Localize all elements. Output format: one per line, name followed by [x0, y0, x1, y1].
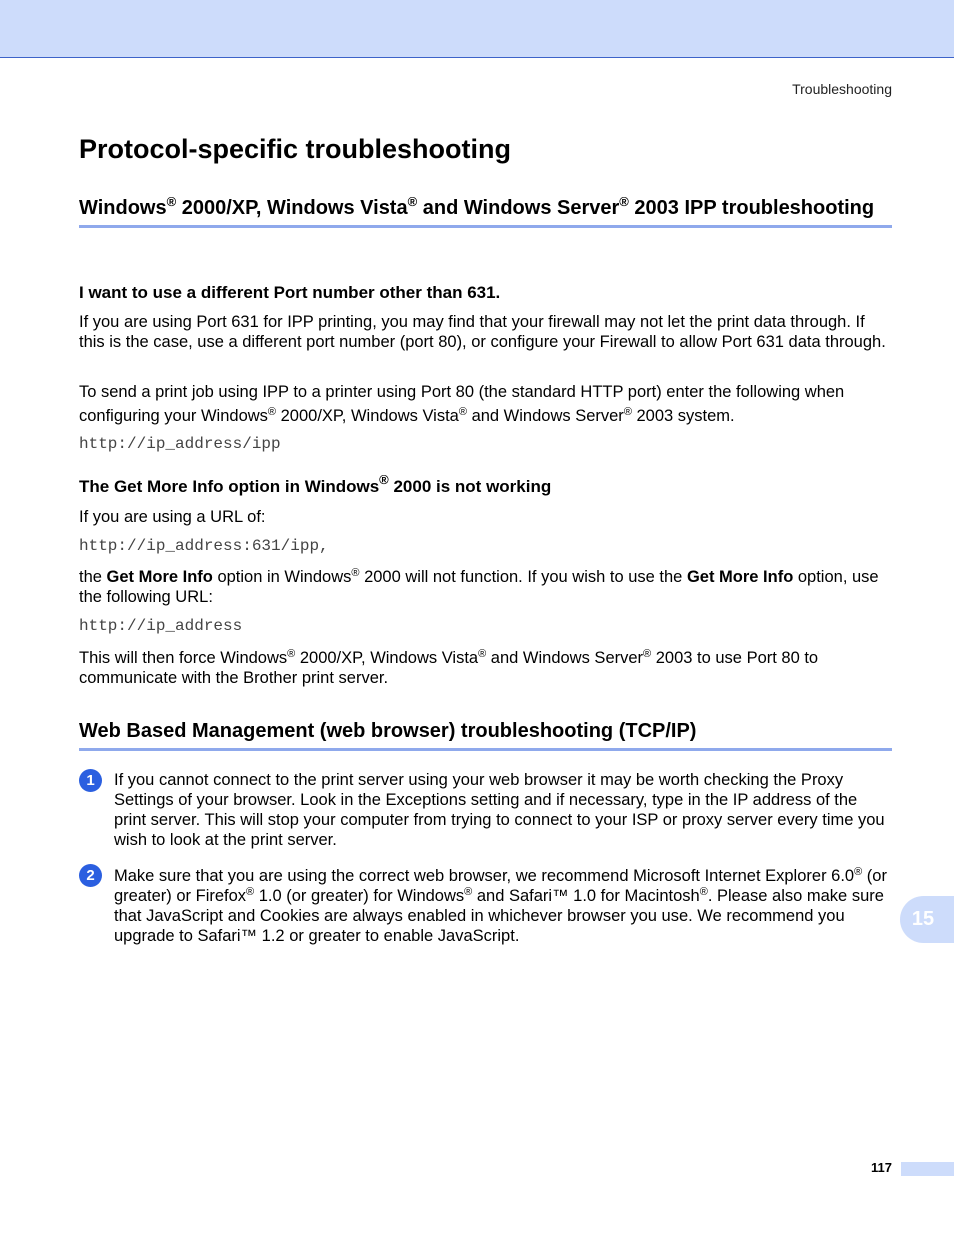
page-number-bar	[901, 1162, 954, 1176]
paragraph-port-intro: If you are using Port 631 for IPP printing, you may find that your firewall may not let the print data through. If this is the case, use a different port number (port 80), or configure your Firewall to allow Port 631 data through.	[79, 313, 886, 351]
section-heading-ipp: Windows® 2000/XP, Windows Vista® and Windows Server® 2003 IPP troubleshooting	[79, 196, 892, 228]
code-url-631: http://ip_address:631/ipp,	[79, 537, 329, 555]
step-number-2: 2	[79, 864, 102, 887]
subsection-heading-get-more-info: The Get More Info option in Windows® 2000 is not working	[79, 472, 552, 496]
paragraph-get-more-info: the Get More Info option in Windows® 2000 will not function. If you wish to use the Get More Info option, use the following URL:	[79, 567, 879, 606]
step-number-1: 1	[79, 769, 102, 792]
step-text-2: Make sure that you are using the correct web browser, we recommend Microsoft Internet Explorer 6.0® (or greater) or Firefox® 1.0 (or greater) for Windows® and Safari™ 1.0 for Macintosh®. Please also make sure that JavaScript and Cookies are always enabled in whichever browser you use. We recommend you upgrade to Safari™ 1.2 or greater to enable JavaScript.	[114, 866, 887, 945]
code-url-plain: http://ip_address	[79, 617, 243, 635]
chapter-tab	[900, 896, 954, 943]
code-url-ipp: http://ip_address/ipp	[79, 435, 281, 453]
paragraph-force-port-80: This will then force Windows® 2000/XP, Windows Vista® and Windows Server® 2003 to use Port 80 to communicate with the Brother print server.	[79, 648, 819, 687]
page-title: Protocol-specific troubleshooting	[79, 134, 512, 164]
subsection-heading-port: I want to use a different Port number other than 631.	[79, 283, 501, 302]
step-text-1: If you cannot connect to the print server using your web browser it may be worth checking the Proxy Settings of your browser. Look in the Exceptions setting and if necessary, type in the IP address of the print server. This will stop your computer from trying to connect to your ISP or proxy server every time you wish to look at the print server.	[114, 771, 885, 849]
running-header: Troubleshooting	[792, 81, 892, 97]
chapter-number: 15	[911, 908, 935, 930]
paragraph-port-instructions: To send a print job using IPP to a printer using Port 80 (the standard HTTP port) enter the following when configuring your Windows® 2000/XP, Windows Vista® and Windows Server® 2003 system.	[79, 383, 845, 425]
header-band	[0, 0, 954, 58]
section-heading-web-management: Web Based Management (web browser) troubleshooting (TCP/IP)	[79, 719, 892, 751]
page-number: 117	[871, 1160, 892, 1175]
paragraph-url-intro: If you are using a URL of:	[79, 508, 266, 526]
